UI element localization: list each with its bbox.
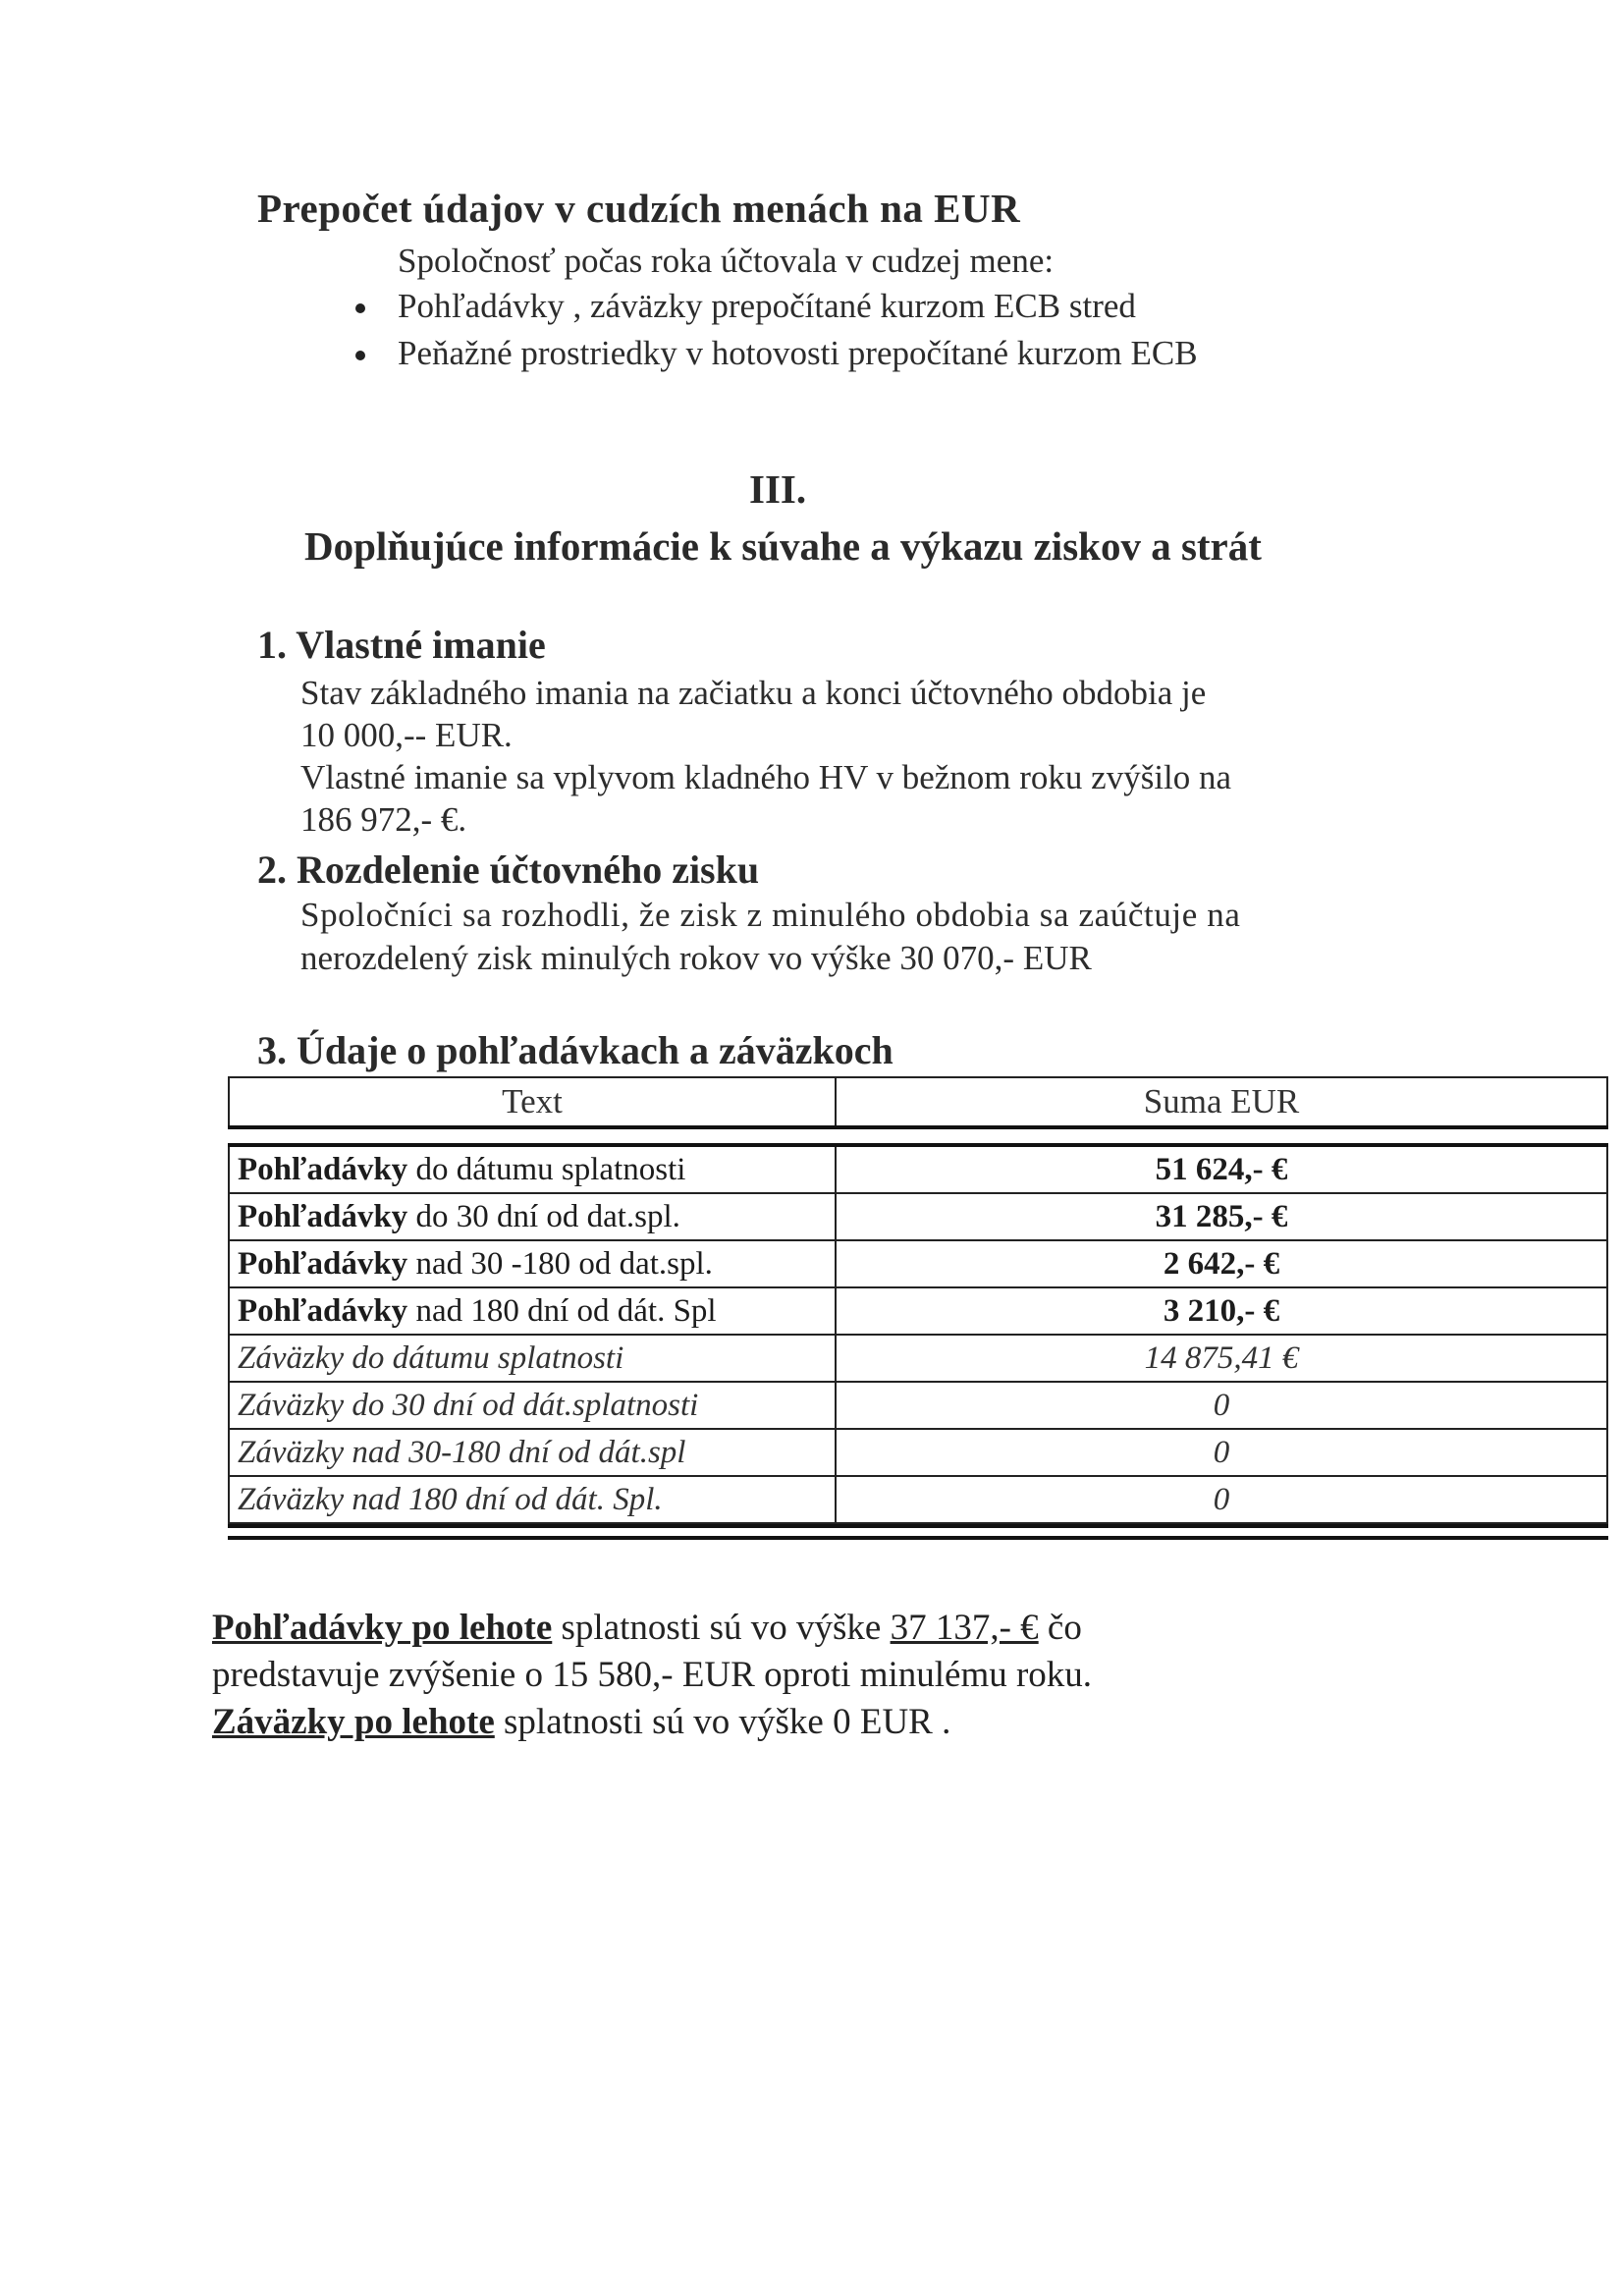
section-number: III.	[749, 466, 807, 512]
equity-text: Stav základného imania na začiatku a konci účtovného obdobia je	[300, 674, 1207, 712]
profit-text: Spoločníci sa rozhodli, že zisk z minulého obdobia sa zaúčtuje na	[300, 896, 1241, 934]
summary-text: čo	[1038, 1608, 1082, 1648]
column-header-sum: Suma EUR	[836, 1077, 1607, 1127]
table-row	[229, 1382, 1607, 1429]
equity-text: 10 000,-- EUR.	[300, 716, 513, 754]
bullet-icon	[355, 351, 365, 360]
equity-text: 186 972,- €.	[300, 800, 467, 839]
table-header-row	[229, 1077, 1607, 1127]
bullet-icon	[355, 303, 365, 313]
table-row	[229, 1240, 1607, 1287]
table-row	[229, 1429, 1607, 1476]
equity-text: Vlastné imanie sa vplyvom kladného HV v bežnom roku zvýšilo na	[300, 758, 1232, 796]
summary-liabilities-overdue: Záväzky po lehote	[212, 1702, 495, 1742]
row-value: 0	[836, 1382, 1607, 1429]
row-value: 31 285,- €	[836, 1193, 1607, 1240]
section-heading: Prepočet údajov v cudzích menách na EUR	[257, 186, 1021, 231]
summary-line	[212, 1701, 950, 1743]
intro-text: Spoločnosť počas roka účtovala v cudzej mene:	[398, 242, 1055, 280]
bullet-item: Pohľadávky , záväzky prepočítané kurzom ECB stred	[398, 287, 1136, 325]
row-value: 3 210,- €	[836, 1287, 1607, 1335]
item-title-equity: 1. Vlastné imanie	[257, 623, 546, 667]
row-label: nad 30 -180 od dat.spl.	[407, 1245, 713, 1282]
section-title: Doplňujúce informácie k súvahe a výkazu ziskov a strát	[304, 523, 1262, 569]
row-label: Záväzky do dátumu splatnosti	[229, 1335, 836, 1382]
item-title-profit: 2. Rozdelenie účtovného zisku	[257, 847, 760, 892]
table-row	[229, 1145, 1607, 1193]
profit-text: nerozdelený zisk minulých rokov vo výške 30 070,- EUR	[300, 939, 1092, 977]
row-label: do dátumu splatnosti	[407, 1151, 686, 1187]
column-header-text: Text	[229, 1077, 836, 1127]
row-value: 0	[836, 1429, 1607, 1476]
table-row	[229, 1287, 1607, 1335]
row-label: Záväzky nad 180 dní od dát. Spl.	[229, 1476, 836, 1523]
row-label-bold: Pohľadávky	[238, 1245, 408, 1282]
row-label-bold: Pohľadávky	[238, 1198, 408, 1234]
receivables-table	[228, 1076, 1608, 1524]
row-label-bold: Pohľadávky	[238, 1151, 408, 1187]
table-bottom-rule	[228, 1524, 1608, 1540]
summary-line	[212, 1607, 1082, 1649]
table-separator	[229, 1127, 1607, 1145]
table-row	[229, 1335, 1607, 1382]
row-label: nad 180 dní od dát. Spl	[407, 1292, 717, 1329]
item-title-receivables: 3. Údaje o pohľadávkach a záväzkoch	[257, 1028, 893, 1072]
summary-text: splatnosti sú vo výške 0 EUR .	[494, 1702, 951, 1742]
row-value: 2 642,- €	[836, 1240, 1607, 1287]
row-value: 0	[836, 1476, 1607, 1523]
row-label-bold: Pohľadávky	[238, 1292, 408, 1329]
summary-amount: 37 137,- €	[890, 1608, 1039, 1648]
row-value: 51 624,- €	[836, 1145, 1607, 1193]
bullet-item: Peňažné prostriedky v hotovosti prepočítané kurzom ECB	[398, 334, 1198, 372]
row-label: Záväzky do 30 dní od dát.splatnosti	[229, 1382, 836, 1429]
summary-line: predstavuje zvýšenie o 15 580,- EUR oproti minulému roku.	[212, 1655, 1093, 1695]
table-row	[229, 1476, 1607, 1523]
row-label: Záväzky nad 30-180 dní od dát.spl	[229, 1429, 836, 1476]
row-label: do 30 dní od dat.spl.	[407, 1198, 680, 1234]
summary-text: splatnosti sú vo výške	[552, 1608, 891, 1648]
table-row	[229, 1193, 1607, 1240]
row-value: 14 875,41 €	[836, 1335, 1607, 1382]
summary-receivables-overdue: Pohľadávky po lehote	[212, 1608, 553, 1648]
